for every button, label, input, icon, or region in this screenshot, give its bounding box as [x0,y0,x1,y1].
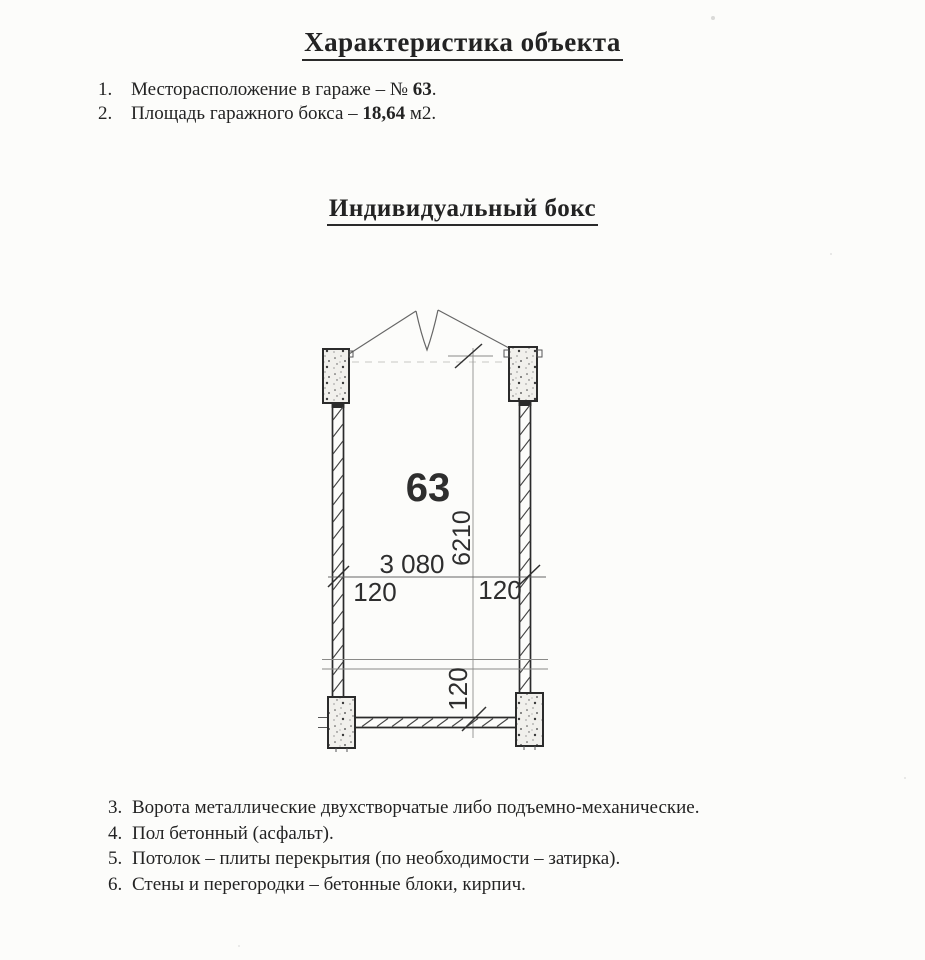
wall-left [332,403,345,698]
spec-item-2 [98,102,436,126]
column-bottom-right [516,693,543,746]
spec-number: 5. [108,848,123,870]
gate-swing-lines [349,310,509,354]
section-subtitle: Индивидуальный бокс [0,195,925,226]
spec-list-top [98,78,436,125]
spec-item-3 [108,795,699,821]
spec-text: Стены и перегородки – бетонные блоки, кирпич. [132,873,526,895]
scan-noise-speckles [300,105,302,107]
threshold-lines [322,660,548,670]
spec-text: Ворота металлические двухстворчатые либо подъемно-механические. [132,797,700,818]
dim-width-label: 3 080 [379,549,445,579]
dim-depth-label: 6210 [448,510,476,566]
spec-text: Площадь гаражного бокса – 18,64 м2. [131,102,437,124]
spec-text: Месторасположение в гараже – № 63. [131,79,437,100]
spec-item-4 [108,821,699,847]
column-top-left [323,349,349,403]
spec-item-1 [98,78,436,102]
spec-number: 6. [108,873,123,895]
spec-number: 4. [108,822,123,844]
wall-right [519,401,532,693]
dim-wall-right-label: 120 [478,575,522,605]
column-top-right [509,347,537,401]
spec-text: Пол бетонный (асфальт). [132,822,334,844]
spec-number: 1. [98,79,113,100]
spec-list-bottom [108,795,699,897]
column-foot-ticks [336,746,535,752]
box-number-label: 63 [405,466,451,510]
dim-wall-bottom-label: 120 [443,667,473,711]
spec-number: 3. [108,797,123,818]
spec-number: 2. [98,102,113,124]
spec-item-5 [108,846,699,872]
dim-wall-left-label: 120 [353,577,397,607]
column-bottom-left [328,697,355,748]
garage-plan-drawing [300,290,580,760]
spec-item-6 [108,872,699,898]
spec-text: Потолок – плиты перекрытия (по необходимости – затирка). [132,848,621,870]
page-title: Характеристика объекта [0,27,925,61]
